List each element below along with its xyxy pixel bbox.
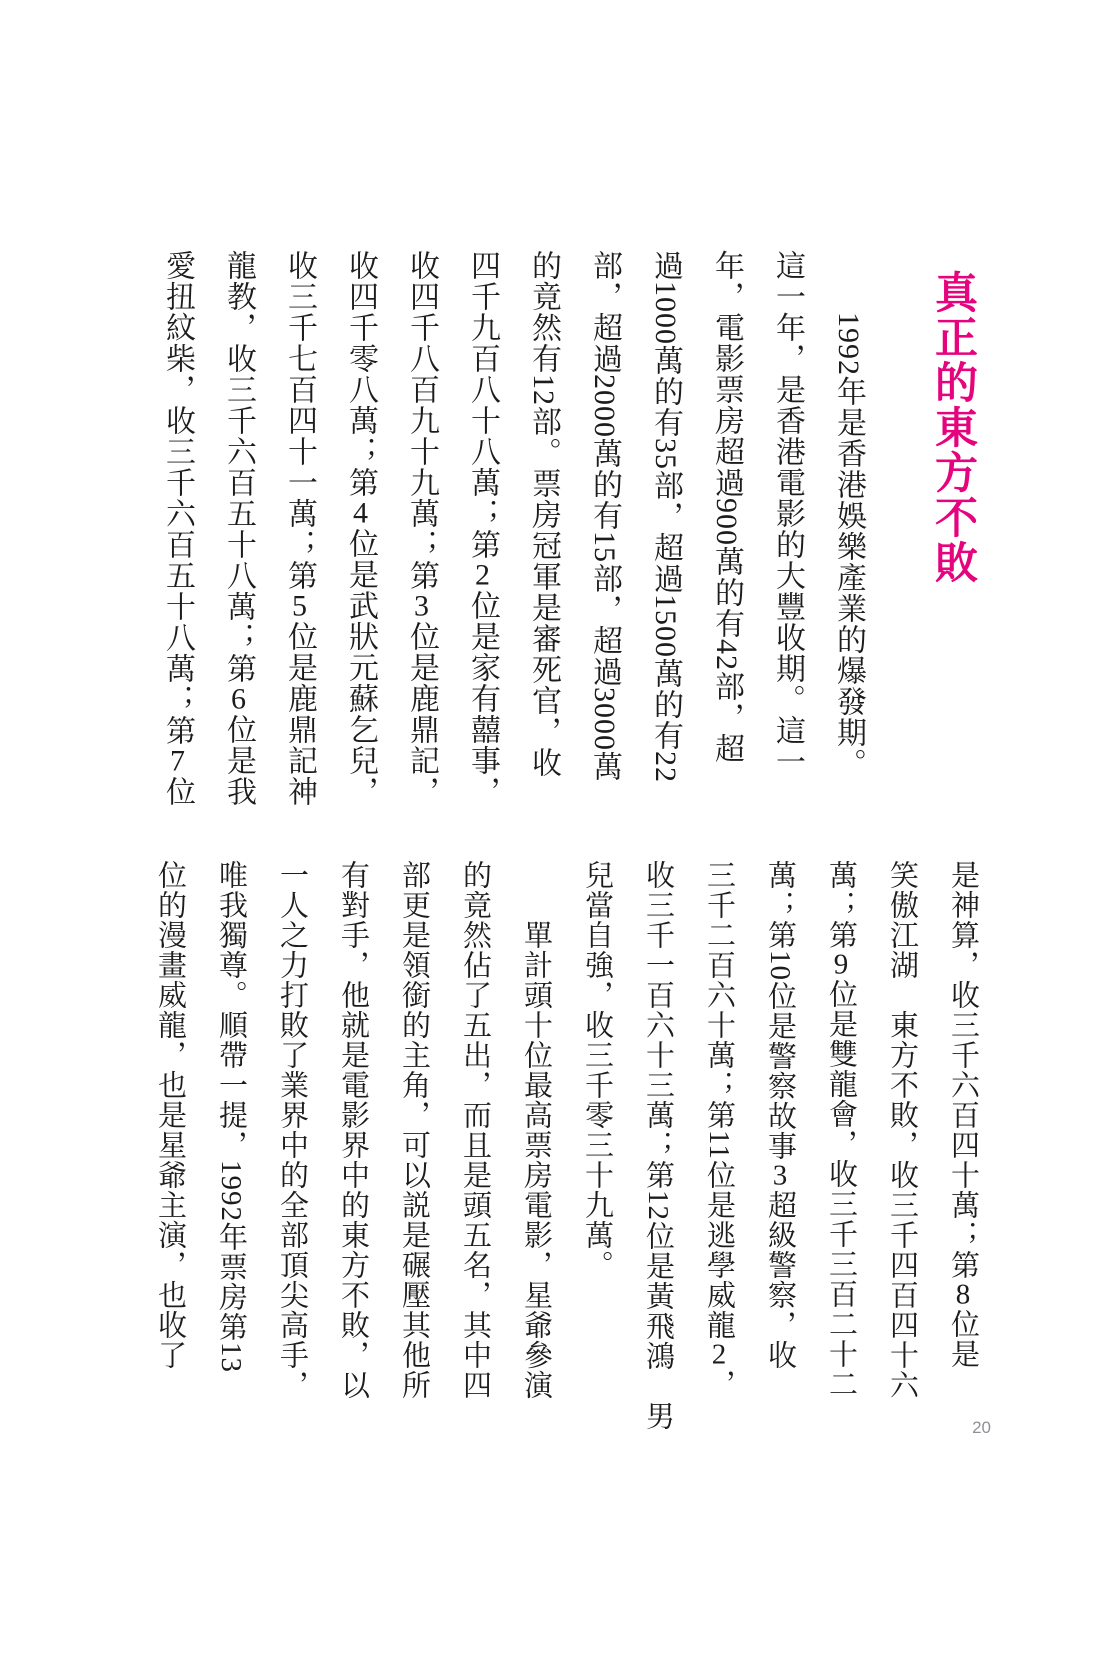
text-column: 是神算，收三千六百四十萬；第8位是: [947, 860, 979, 1369]
text-column: 的竟然佔了五出，而且是頭五名，其中四: [459, 860, 491, 1400]
text-column: 位的漫畫威龍，也是星爺主演，也收了: [154, 860, 186, 1370]
text-column: 的竟然有12部。票房冠軍是審死官，收: [527, 250, 560, 778]
text-column: 萬；第10位是警察故事3超級警察，收: [764, 860, 796, 1370]
text-column: 笑傲江湖 東方不敗，收三千四百四十六: [886, 860, 918, 1400]
paragraph-block-top: [147, 250, 879, 835]
text-column: 愛扭紋柴，收三千六百五十八萬；第7位: [161, 250, 194, 807]
text-column: 部，超過2000萬的有15部，超過3000萬: [588, 250, 621, 782]
text-column: 收四千零八萬；第4位是武狀元蘇乞兒，: [344, 250, 377, 807]
text-column: 三千二百六十萬；第11位是逃學威龍2，: [703, 860, 735, 1399]
page-number: 20: [972, 1418, 991, 1437]
text-column: 龍教，收三千六百五十八萬；第6位是我: [222, 250, 255, 807]
chapter-title: 真正的東方不敗: [929, 270, 976, 585]
text-column: 過1000萬的有35部，超過1500萬的有22: [649, 250, 682, 783]
text-column: 1992年是香港娛樂產業的爆發期。: [832, 250, 865, 779]
text-column: 唯我獨尊。順帶一提，1992年票房第13: [215, 860, 247, 1373]
text-column: 收三千七百四十一萬；第5位是鹿鼎記神: [283, 250, 316, 807]
text-column: 年，電影票房超過900萬的有42部，超: [710, 250, 743, 764]
text-column: 收四千八百九十九萬；第3位是鹿鼎記，: [405, 250, 438, 807]
text-column: 萬；第9位是雙龍會，收三千三百二十二: [825, 860, 857, 1399]
text-column: 部更是領銜的主角，可以説是碾壓其他所: [398, 860, 430, 1400]
text-column: 有對手，他就是電影界中的東方不敗，以: [337, 860, 369, 1400]
text-column: 這一年，是香港電影的大豐收期。這一: [771, 250, 804, 777]
text-column: 兒當自強，收三千零三十九萬。: [581, 860, 613, 1280]
text-column: 單計頭十位最高票房電影，星爺參演: [520, 860, 552, 1400]
text-column: 一人之力打敗了業界中的全部頂尖高手，: [276, 860, 308, 1400]
text-column: 收三千一百六十三萬；第12位是黃飛鴻 男: [642, 860, 674, 1431]
text-column: 四千九百八十八萬；第2位是家有囍事，: [466, 250, 499, 807]
